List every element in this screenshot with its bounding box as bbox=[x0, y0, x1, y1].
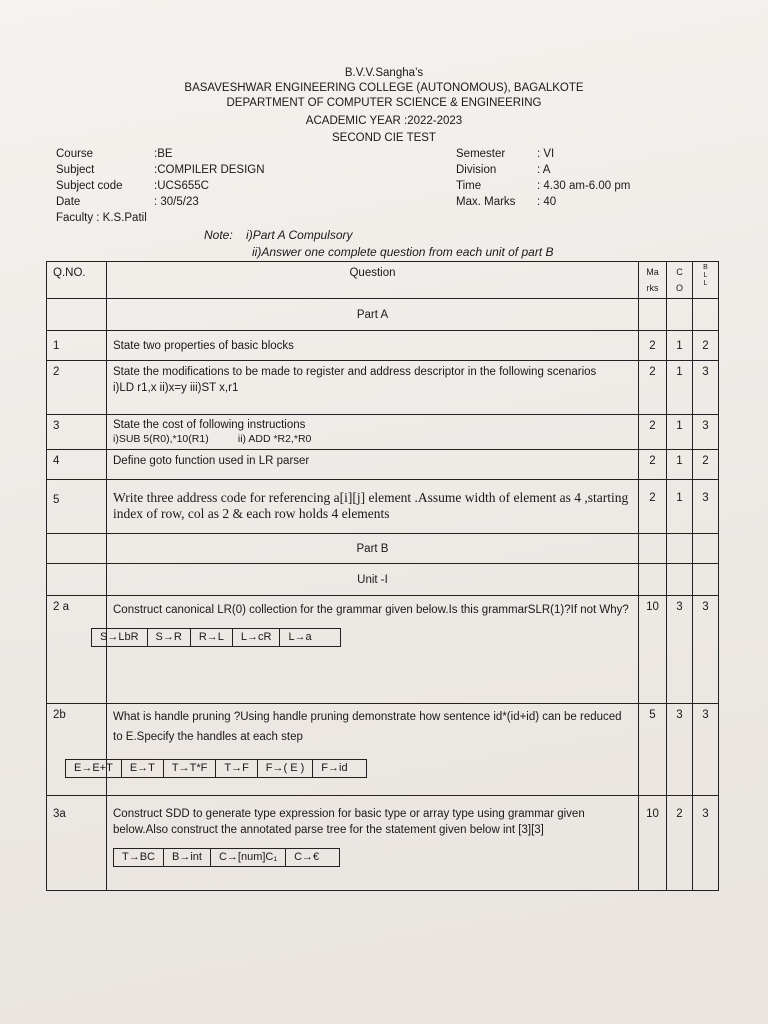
marks-header: Ma rks bbox=[639, 262, 667, 299]
question-text: Construct canonical LR(0) collection for the grammar given below.Is this grammarSLR(1)?If not Why? bbox=[113, 604, 629, 616]
question-marks: 2 bbox=[639, 331, 667, 361]
info-row-subject-code bbox=[56, 178, 265, 194]
info-label: Semester bbox=[456, 148, 506, 160]
info-right bbox=[456, 146, 630, 210]
question-bl: 3 bbox=[693, 415, 719, 450]
grammar-production: F→id bbox=[313, 760, 366, 778]
grammar-production: T→T*F bbox=[163, 760, 215, 778]
question-co: 1 bbox=[667, 415, 693, 450]
question-bl: 3 bbox=[693, 480, 719, 534]
society-name: B.V.V.Sangha’s bbox=[344, 67, 424, 79]
question-co: 1 bbox=[667, 331, 693, 361]
question-text: Define goto function used in LR parser bbox=[107, 450, 639, 480]
question-marks: 10 bbox=[639, 796, 667, 891]
question-number: 2b bbox=[47, 704, 107, 796]
grammar-production: L→cR bbox=[232, 629, 280, 647]
table-header-row bbox=[47, 262, 719, 299]
info-row-course bbox=[56, 146, 265, 162]
unit-1-row bbox=[47, 564, 719, 596]
college-name: BASAVESHWAR ENGINEERING COLLEGE (AUTONOMOUS), BAGALKOTE bbox=[184, 82, 584, 94]
grammar-production: S→R bbox=[147, 629, 190, 647]
question-text: Construct SDD to generate type expression for basic type or array type using grammar given below.Also construct the annotated parse tree for the statement given below int [3][3] bbox=[113, 808, 585, 836]
question-number: 2 bbox=[47, 361, 107, 415]
question-text: State two properties of basic blocks bbox=[107, 331, 639, 361]
question-text: State the cost of following instructions bbox=[113, 419, 306, 431]
table-row bbox=[47, 361, 719, 415]
note-line-2: ii)Answer one complete question from each unit of part B bbox=[252, 245, 554, 259]
table-row bbox=[47, 480, 719, 534]
question-table bbox=[46, 261, 719, 891]
grammar-table bbox=[65, 759, 367, 778]
question-bl: 3 bbox=[693, 796, 719, 891]
question-bl: 2 bbox=[693, 331, 719, 361]
question-body bbox=[107, 361, 639, 415]
question-bl: 2 bbox=[693, 450, 719, 480]
grammar-production: L→a bbox=[280, 629, 340, 647]
grammar-table bbox=[113, 848, 340, 867]
question-marks: 2 bbox=[639, 450, 667, 480]
grammar-production: F→( E ) bbox=[257, 760, 313, 778]
info-row-semester bbox=[456, 146, 630, 162]
question-marks: 2 bbox=[639, 415, 667, 450]
question-number: 1 bbox=[47, 331, 107, 361]
table-row bbox=[47, 704, 719, 796]
question-marks: 2 bbox=[639, 361, 667, 415]
note-line-1: i)Part A Compulsory bbox=[246, 228, 353, 242]
question-number: 5 bbox=[47, 480, 107, 534]
question-number: 3 bbox=[47, 415, 107, 450]
part-a-label: Part A bbox=[107, 299, 639, 331]
academic-year: ACADEMIC YEAR :2022-2023 bbox=[305, 115, 463, 127]
co-header: C O bbox=[667, 262, 693, 299]
note-label: Note: bbox=[204, 228, 233, 242]
info-label: Max. Marks bbox=[456, 196, 516, 208]
department-name: DEPARTMENT OF COMPUTER SCIENCE & ENGINEERING bbox=[226, 97, 542, 109]
qno-header: Q.NO. bbox=[47, 262, 107, 299]
question-number: 4 bbox=[47, 450, 107, 480]
question-co: 1 bbox=[667, 450, 693, 480]
grammar-production: C→€ bbox=[286, 849, 340, 867]
unit-1-label: Unit -I bbox=[107, 564, 639, 596]
part-b-label: Part B bbox=[107, 534, 639, 564]
info-row-time bbox=[456, 178, 630, 194]
question-text: What is handle pruning ?Using handle pruning demonstrate how sentence id*(id+id) can be reduced to E.Specify the handles at each step bbox=[113, 711, 622, 743]
grammar-production: E→T bbox=[121, 760, 163, 778]
part-b-row bbox=[47, 534, 719, 564]
table-row bbox=[47, 331, 719, 361]
faculty: Faculty : K.S.Patil bbox=[56, 212, 147, 224]
info-value: :BE bbox=[154, 148, 173, 160]
question-body bbox=[107, 796, 639, 891]
question-text: Write three address code for referencing a[i][j] element .Assume width of element as 4 ,starting index of row, col as 2 & each row holds 4 elements bbox=[107, 480, 639, 534]
info-label: Course bbox=[56, 148, 94, 160]
part-a-row bbox=[47, 299, 719, 331]
grammar-production: E→E+T bbox=[66, 760, 122, 778]
question-body bbox=[100, 596, 639, 704]
grammar-production: B→int bbox=[164, 849, 211, 867]
info-label: Date bbox=[56, 196, 81, 208]
question-co: 3 bbox=[667, 596, 693, 704]
info-value: : A bbox=[537, 164, 551, 176]
question-number: 3a bbox=[47, 796, 107, 891]
bl-header: B L L bbox=[693, 262, 719, 299]
note bbox=[204, 228, 353, 242]
grammar-production: T→F bbox=[216, 760, 257, 778]
question-bl: 3 bbox=[693, 704, 719, 796]
info-value: : 4.30 am-6.00 pm bbox=[537, 180, 631, 192]
info-value: :COMPILER DESIGN bbox=[154, 164, 265, 176]
question-co: 2 bbox=[667, 796, 693, 891]
grammar-production: R→L bbox=[190, 629, 232, 647]
question-marks: 5 bbox=[639, 704, 667, 796]
question-body bbox=[107, 415, 639, 450]
question-marks: 2 bbox=[639, 480, 667, 534]
question-header: Question bbox=[107, 262, 639, 299]
info-value: : 30/5/23 bbox=[154, 196, 199, 208]
info-left bbox=[56, 146, 265, 226]
question-text: State the modifications to be made to register and address descriptor in the following scenarios bbox=[113, 366, 597, 378]
question-body bbox=[74, 704, 639, 796]
table-row bbox=[47, 415, 719, 450]
info-value: :UCS655C bbox=[154, 180, 209, 192]
info-row-date bbox=[56, 194, 265, 210]
question-co: 3 bbox=[667, 704, 693, 796]
question-bl: 3 bbox=[693, 361, 719, 415]
info-value: : 40 bbox=[537, 196, 557, 208]
test-title: SECOND CIE TEST bbox=[332, 132, 436, 144]
question-marks: 10 bbox=[639, 596, 667, 704]
question-subparts: i)LD r1,x ii)x=y iii)ST x,r1 bbox=[113, 382, 239, 394]
question-bl: 3 bbox=[693, 596, 719, 704]
question-co: 1 bbox=[667, 480, 693, 534]
info-label: Division bbox=[456, 164, 497, 176]
info-row-division bbox=[456, 162, 630, 178]
info-label: Subject bbox=[56, 164, 95, 176]
table-row bbox=[47, 450, 719, 480]
info-value: : VI bbox=[537, 148, 555, 160]
grammar-production: T→BC bbox=[114, 849, 164, 867]
info-row-subject bbox=[56, 162, 265, 178]
grammar-table bbox=[91, 628, 341, 647]
question-subparts: i)SUB 5(R0),*10(R1) ii) ADD *R2,*R0 bbox=[113, 433, 312, 445]
info-label: Subject code bbox=[56, 180, 123, 192]
info-label: Time bbox=[456, 180, 482, 192]
info-row-max-marks bbox=[456, 194, 630, 210]
grammar-production: C→[num]C₁ bbox=[210, 849, 285, 867]
grammar-production: S→LbR bbox=[92, 629, 148, 647]
table-row bbox=[47, 796, 719, 891]
table-row bbox=[47, 596, 719, 704]
question-number: 2 a bbox=[47, 596, 107, 704]
question-co: 1 bbox=[667, 361, 693, 415]
